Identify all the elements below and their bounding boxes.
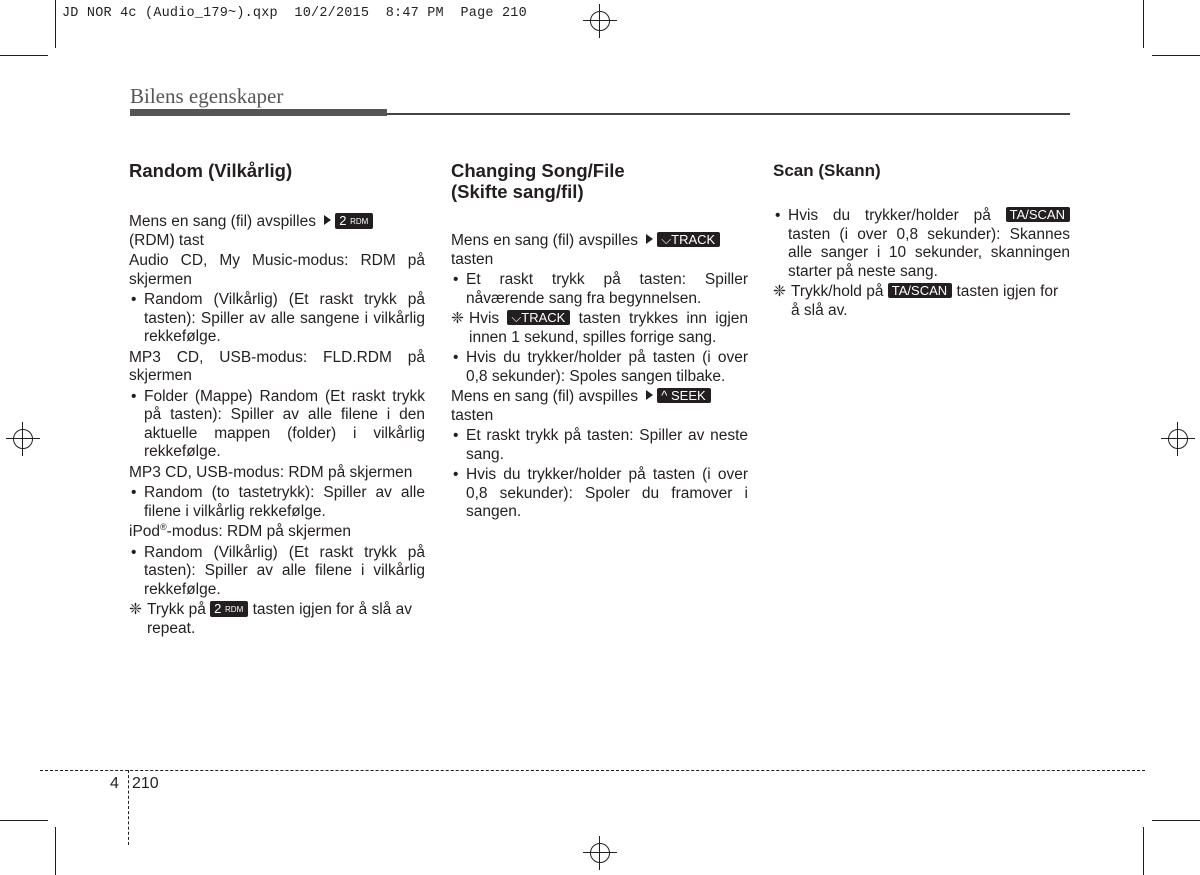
note-icon: ❈ xyxy=(451,310,464,327)
crop-mark xyxy=(0,55,48,56)
crop-mark xyxy=(1152,55,1200,56)
note: ❈ Hvis ⌵TRACK tasten trykkes inn igjen innen 1 sekund, spilles forrige sang. xyxy=(451,310,749,346)
list-item: • Random (to tastetrykk): Spiller av alle filene i vilkårlig rekkefølge. xyxy=(129,484,425,521)
heading-changing-song: Changing Song/File (Skifte sang/fil) xyxy=(451,160,625,202)
section-title: Bilens egenskaper xyxy=(130,84,284,108)
registration-mark-icon xyxy=(1161,422,1195,456)
ta-scan-key-icon: TA/SCAN xyxy=(888,283,952,298)
heading-scan: Scan (Skann) xyxy=(773,161,881,180)
crop-mark xyxy=(1143,0,1144,48)
crop-mark xyxy=(0,820,48,821)
paragraph-intro: Mens en sang (fil) avspilles ⌵TRACK tasten xyxy=(451,232,748,269)
heading-random: Random (Vilkårlig) xyxy=(129,160,293,181)
crop-mark xyxy=(1143,827,1144,875)
list-item: • Hvis du trykker/holder på tasten (i over 0,8 sekunder): Spoles sangen tilbake. xyxy=(451,349,748,386)
list-item: • Random (Vilkårlig) (Et raskt trykk på tasten): Spiller av alle filene i vilkårlig rekkefølge. xyxy=(129,544,425,600)
crop-mark xyxy=(1152,820,1200,821)
track-key-icon: ⌵TRACK xyxy=(507,310,570,325)
column-changing-song xyxy=(451,160,748,524)
registration-mark-icon xyxy=(6,422,40,456)
note: ❈ Trykk/hold på TA/SCAN tasten igjen for å slå av. xyxy=(773,283,1059,319)
page-number: 210 xyxy=(132,775,159,792)
paragraph-mode: iPod®-modus: RDM på skjermen xyxy=(129,522,351,540)
chapter-number: 4 xyxy=(110,775,119,792)
seek-key-icon: ^ SEEK xyxy=(657,388,710,403)
column-random xyxy=(129,160,425,640)
note-icon: ❈ xyxy=(773,283,786,300)
list-item: • Hvis du trykker/holder på tasten (i over 0,8 sekunder): Spoler du framover i sangen. xyxy=(451,466,748,522)
note-icon: ❈ xyxy=(129,601,142,618)
crop-mark xyxy=(55,827,56,875)
paragraph-intro: Mens en sang (fil) avspilles ^ SEEK tasten xyxy=(451,388,748,425)
print-slug-line: JD NOR 4c (Audio_179~).qxp 10/2/2015 8:47 PM Page 210 xyxy=(62,6,527,21)
play-icon xyxy=(646,390,653,400)
note: ❈ Trykk på 2 RDM tasten igjen for å slå av repeat. xyxy=(129,601,412,637)
paragraph-intro: Mens en sang (fil) avspilles 2 RDM (RDM) tast xyxy=(129,213,425,250)
list-item: • Random (Vilkårlig) (Et raskt trykk på tasten): Spiller av alle sangene i vilkårlig rekkefølge. xyxy=(129,291,425,347)
footer-rule xyxy=(40,770,1145,771)
footer-divider xyxy=(128,770,129,845)
list-item: • Et raskt trykk på tasten: Spiller nåværende sang fra begynnelsen. xyxy=(451,271,748,308)
play-icon xyxy=(646,234,653,244)
column-scan xyxy=(773,160,1070,322)
registration-mark-icon xyxy=(583,836,617,870)
ta-scan-key-icon: TA/SCAN xyxy=(1006,207,1070,222)
track-key-icon: ⌵TRACK xyxy=(657,232,720,247)
crop-mark xyxy=(55,0,56,48)
list-item: • Folder (Mappe) Random (Et raskt trykk på tasten): Spiller av alle filene i den aktuelle mappen (folder) i vilkårlig rekkefølge. xyxy=(129,388,425,462)
list-item: • Et raskt trykk på tasten: Spiller av neste sang. xyxy=(451,427,748,464)
paragraph-mode: MP3 CD, USB-modus: RDM på skjermen xyxy=(129,463,413,481)
play-icon xyxy=(324,215,331,225)
registration-mark-icon xyxy=(583,4,617,38)
list-item: • Hvis du trykker/holder på TA/SCAN tasten (i over 0,8 sekunder): Skannes alle sanger i 10 sekunder, skanningen starter på neste sang. xyxy=(773,207,1070,281)
paragraph-mode: Audio CD, My Music-modus: RDM på skjermen xyxy=(129,252,425,288)
paragraph-mode: MP3 CD, USB-modus: FLD.RDM på skjermen xyxy=(129,348,425,384)
rdm-key-icon: 2 RDM xyxy=(335,213,373,229)
header-rule-accent xyxy=(130,109,387,116)
rdm-key-icon: 2 RDM xyxy=(210,601,248,617)
